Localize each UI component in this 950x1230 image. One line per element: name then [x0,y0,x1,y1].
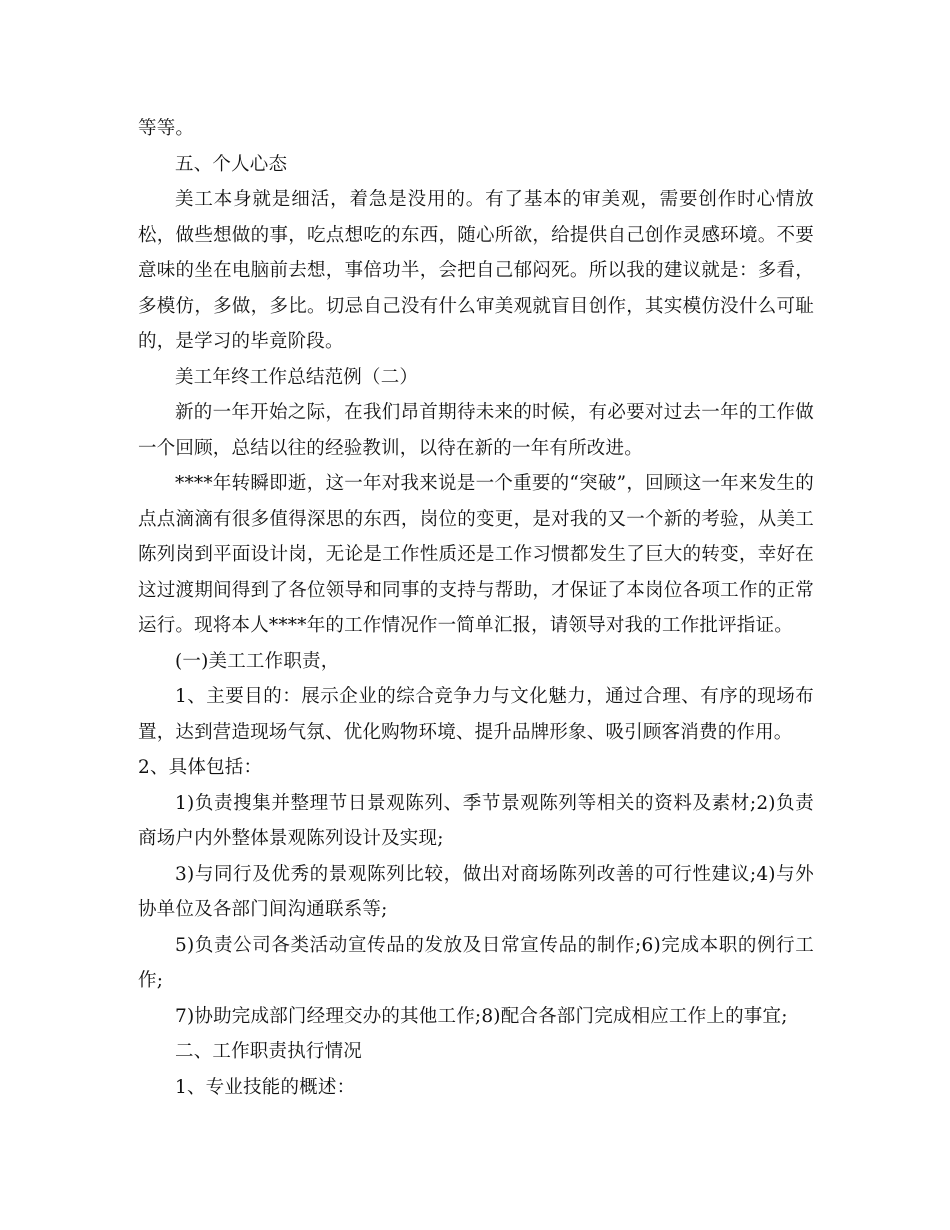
paragraph-intro: 新的一年开始之际，在我们昂首期待未来的时候，有必要对过去一年的工作做一个回顾，总结以往的经验教训，以待在新的一年有所改进。 [138,402,814,459]
paragraph-continuation: 等等。 [138,118,195,139]
paragraph-details-heading: 2、具体包括： [138,757,263,778]
subheading-skills-overview: 1、专业技能的概述： [175,1076,356,1098]
paragraph-year-review: ****年转瞬即逝，这一年对我来说是一个重要的“突破”，回顾这一年来发生的点点滴滴有很多值得深思的东西，岗位的变更，是对我的又一个新的考验，从美工陈列岗到平面设计岗，无论是工作性质还是工作习惯都发生了巨大的转变，幸好在这过渡期间得到了各位领导和同事的支持与帮助，才保证了本岗位各项工作的正常运行。现将本人****年的工作情况作一简单汇报，请领导对我的工作批评指证。 [138,473,814,636]
section-heading-personal-mindset: 五、个人心态 [175,153,288,175]
section-title-example-two: 美工年终工作总结范例（二） [175,366,419,388]
subheading-duties: (一)美工工作职责， [175,650,340,672]
list-item-duties-1-2: 1)负责搜集并整理节日景观陈列、季节景观陈列等相关的资料及素材;2)负责商场户内外整体景观陈列设计及实现; [138,792,814,849]
paragraph-mindset: 美工本身就是细活，着急是没用的。有了基本的审美观，需要创作时心情放松，做些想做的事，吃点想吃的东西，随心所欲，给提供自己创作灵感环境。不要意味的坐在电脑前去想，事倍功半，会把自己郁闷死。所以我的建议就是：多看，多模仿，多做，多比。切忌自己没有什么审美观就盲目创作，其实模仿没什么可耻的，是学习的毕竟阶段。 [138,189,814,352]
list-item-duties-5-6: 5)负责公司各类活动宣传品的发放及日常宣传品的制作;6)完成本职的例行工作; [138,934,814,991]
list-item-duties-7-8: 7)协助完成部门经理交办的其他工作;8)配合各部门完成相应工作上的事宜; [175,1005,788,1027]
list-item-duties-3-4: 3)与同行及优秀的景观陈列比较，做出对商场陈列改善的可行性建议;4)与外协单位及各部门间沟通联系等; [138,863,814,920]
document-body [138,111,814,1105]
section-heading-execution: 二、工作职责执行情况 [175,1041,363,1062]
paragraph-main-purpose: 1、主要目的：展示企业的综合竞争力与文化魅力，通过合理、有序的现场布置，达到营造现场气氛、优化购物环境、提升品牌形象、吸引顾客消费的作用。 [138,686,814,743]
